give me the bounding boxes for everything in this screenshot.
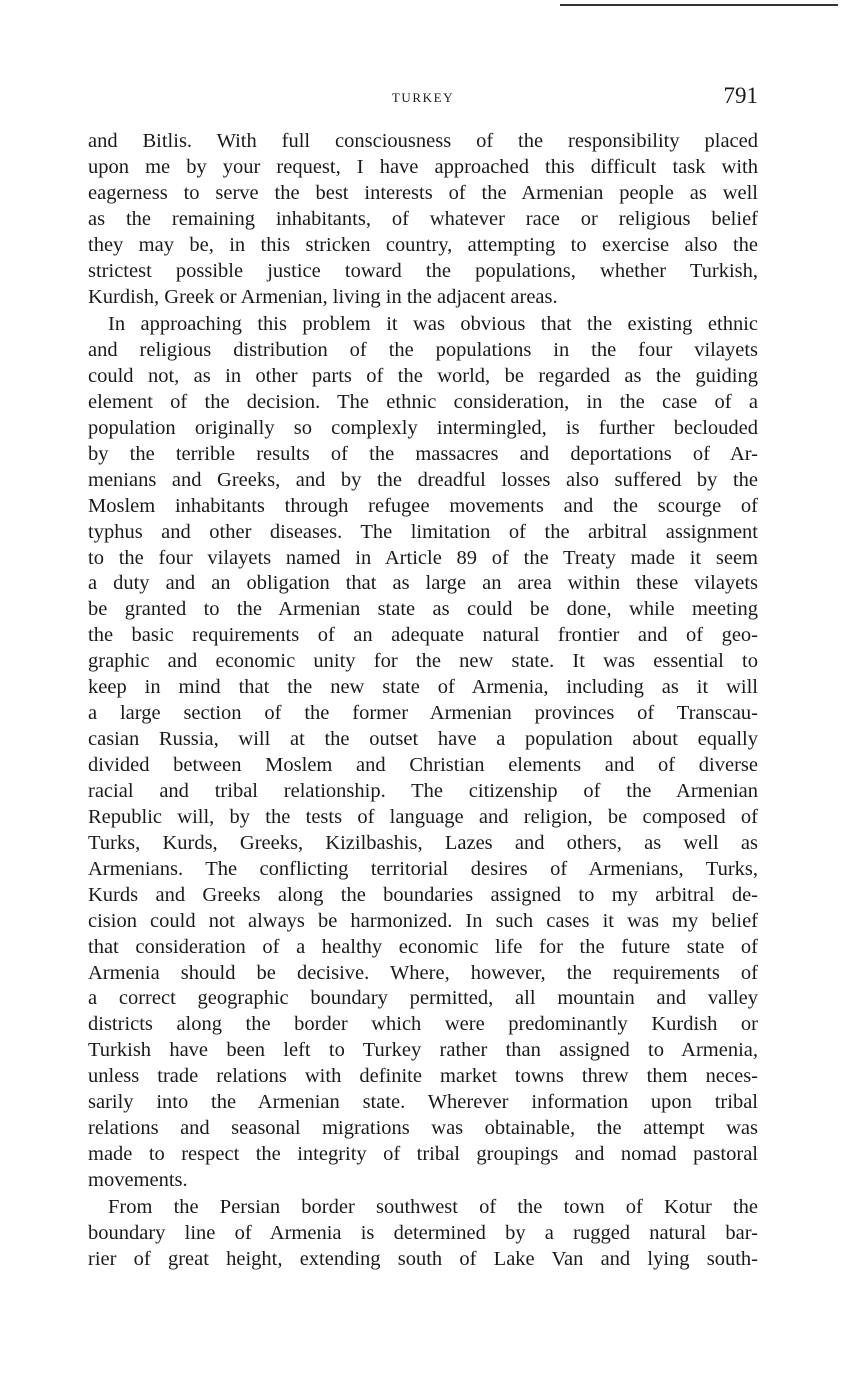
text-line: a duty and an obligation that as large an area within these vilayets [88, 572, 758, 595]
text-line: Kurdish, Greek or Armenian, living in the adjacent areas. [88, 285, 558, 308]
text-line: be granted to the Armenian state as could be done, while meeting [88, 598, 758, 621]
text-line: a correct geographic boundary permitted, all mountain and valley [88, 987, 758, 1010]
text-line: cision could not always be harmonized. In such cases it was my belief [88, 909, 758, 932]
paragraph [88, 312, 758, 1194]
text-line: Turkish have been left to Turkey rather than assigned to Armenia, [88, 1039, 758, 1062]
text-line: districts along the border which were predominantly Kurdish or [88, 1013, 758, 1036]
text-line: population originally so complexly intermingled, is further beclouded [88, 416, 758, 439]
text-line: racial and tribal relationship. The citizenship of the Armenian [88, 779, 758, 802]
text-line: by the terrible results of the massacres and deportations of Ar- [88, 442, 758, 465]
paragraph [88, 1195, 758, 1273]
text-line: Kurds and Greeks along the boundaries assigned to my arbitral de- [88, 883, 758, 906]
text-line: to the four vilayets named in Article 89 of the Treaty made it seem [88, 546, 758, 569]
text-line: element of the decision. The ethnic consideration, in the case of a [88, 390, 758, 413]
text-line: a large section of the former Armenian provinces of Transcau- [88, 702, 758, 725]
text-line: Republic will, by the tests of language and religion, be composed of [88, 805, 758, 828]
text-line: In approaching this problem it was obvious that the existing ethnic [108, 313, 758, 336]
text-line: casian Russia, will at the outset have a population about equally [88, 728, 758, 751]
text-line: as the remaining inhabitants, of whatever race or religious belief [88, 207, 758, 230]
text-line: the basic requirements of an adequate natural frontier and of geo- [88, 624, 758, 647]
top-rule [560, 4, 838, 6]
text-line: and Bitlis. With full consciousness of the responsibility placed [88, 130, 758, 152]
text-line: Moslem inhabitants through refugee movements and the scourge of [88, 494, 758, 517]
body-text [88, 129, 758, 1273]
text-line: keep in mind that the new state of Armenia, including as it will [88, 676, 758, 699]
text-line: From the Persian border southwest of the town of Kotur the [108, 1196, 758, 1219]
page-number: 791 [723, 83, 758, 108]
text-line: Turks, Kurds, Greeks, Kizilbashis, Lazes and others, as well as [88, 831, 758, 854]
text-line: movements. [88, 1169, 188, 1191]
text-line: strictest possible justice toward the populations, whether Turkish, [88, 259, 758, 282]
text-line: Armenians. The conflicting territorial desires of Armenians, Turks, [88, 857, 758, 880]
running-head [88, 83, 758, 112]
text-line: they may be, in this stricken country, attempting to exercise also the [88, 233, 758, 256]
text-line: made to respect the integrity of tribal groupings and nomad pastoral [88, 1143, 758, 1166]
text-line: and religious distribution of the populations in the four vilayets [88, 339, 758, 361]
text-line: menians and Greeks, and by the dreadful losses also suffered by the [88, 468, 758, 491]
text-line: that consideration of a healthy economic life for the future state of [88, 935, 758, 958]
text-line: typhus and other diseases. The limitation of the arbitral assignment [88, 520, 758, 543]
running-title: TURKEY [391, 90, 455, 105]
text-line: upon me by your request, I have approached this difficult task with [88, 155, 758, 178]
text-line: boundary line of Armenia is determined by a rugged natural bar- [88, 1222, 758, 1245]
text-line: rier of great height, extending south of Lake Van and lying south- [88, 1248, 758, 1271]
paragraph [88, 129, 758, 311]
text-line: unless trade relations with definite market towns threw them neces- [88, 1065, 758, 1088]
text-line: Armenia should be decisive. Where, however, the requirements of [88, 961, 758, 984]
text-line: sarily into the Armenian state. Wherever information upon tribal [88, 1091, 758, 1114]
text-line: relations and seasonal migrations was obtainable, the attempt was [88, 1117, 758, 1140]
text-line: divided between Moslem and Christian elements and of diverse [88, 754, 758, 776]
text-line: could not, as in other parts of the world, be regarded as the guiding [88, 364, 758, 387]
text-line: eagerness to serve the best interests of the Armenian people as well [88, 181, 758, 204]
text-line: graphic and economic unity for the new state. It was essential to [88, 650, 758, 673]
